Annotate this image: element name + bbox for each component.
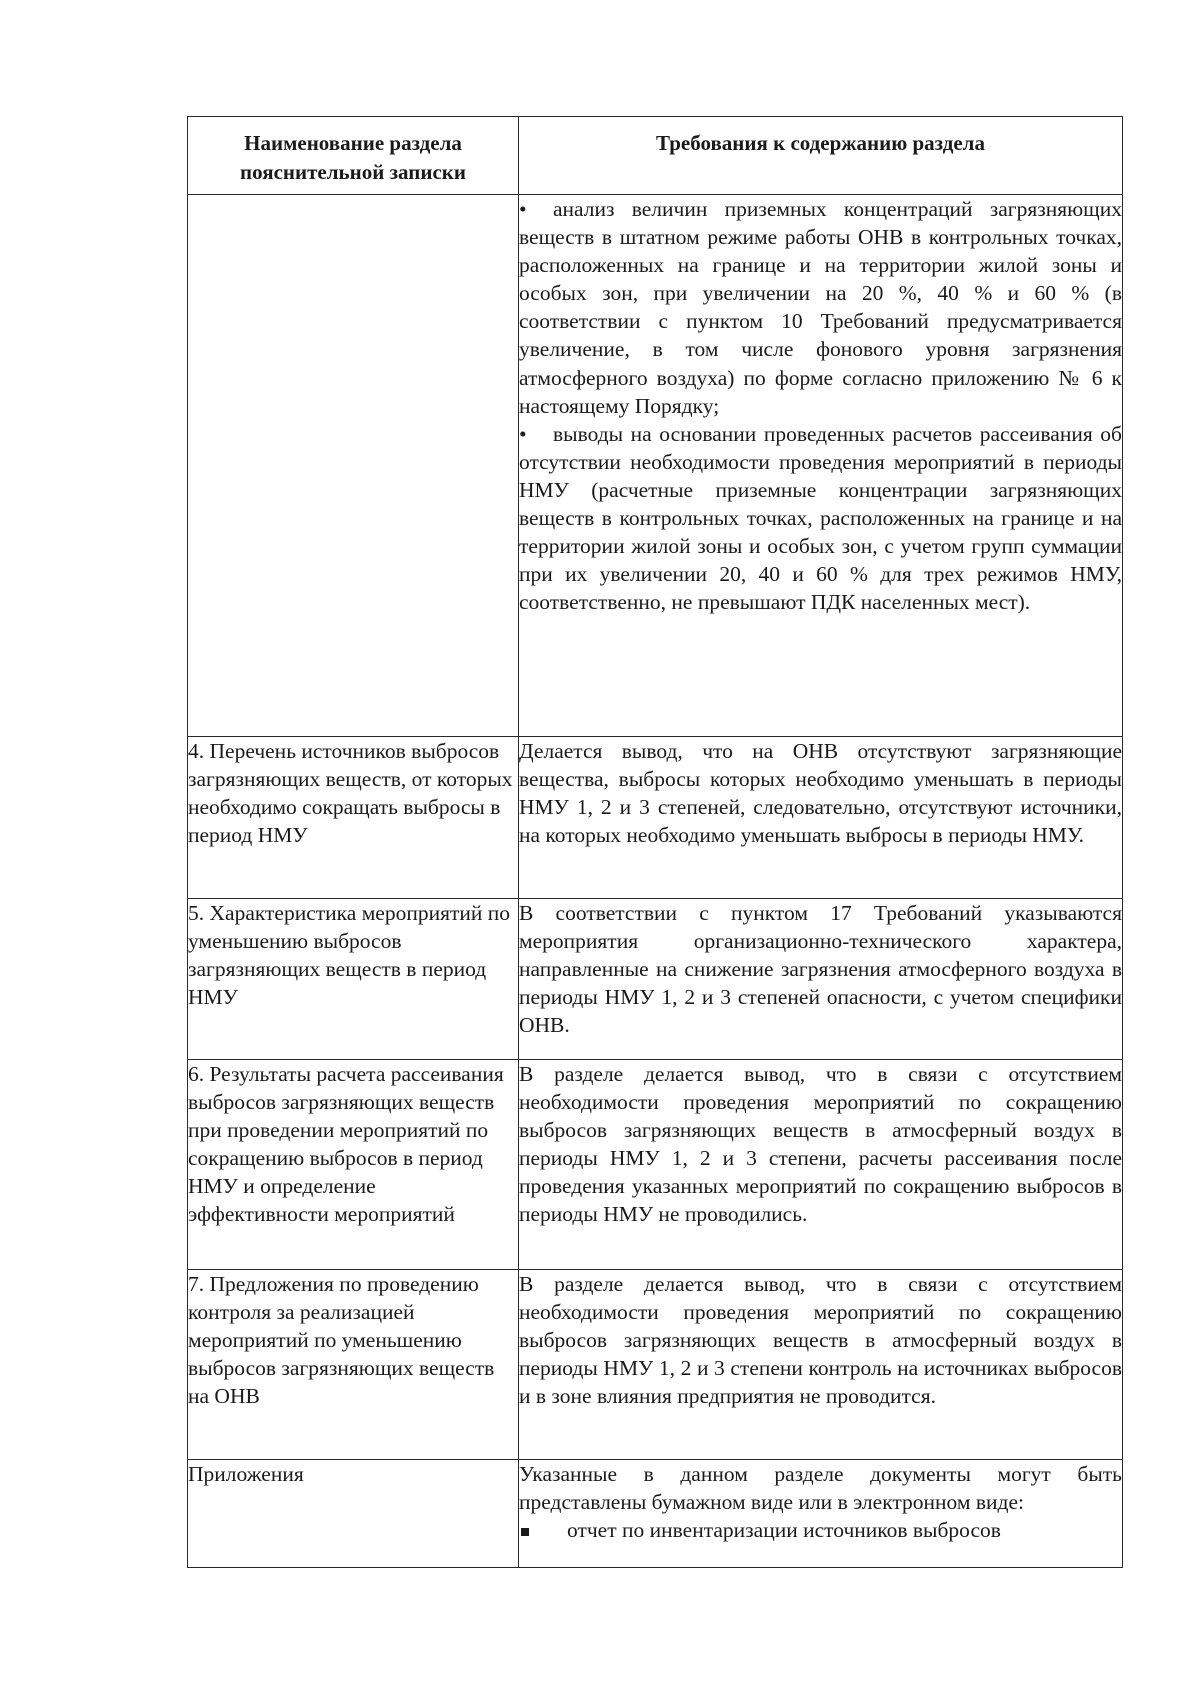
bullet-dot-icon: • xyxy=(519,197,527,221)
table-row xyxy=(188,737,1123,899)
table-row xyxy=(188,899,1123,1060)
list-item xyxy=(519,1516,1122,1544)
square-bullet-icon xyxy=(521,1528,529,1536)
row-requirements: В разделе делается вывод, что в связи с отсутствием необходимости проведения мероприятий по сокращению выбросов загрязняющих веществ в атмосферный воздух в периоды НМУ 1, 2 и 3 степени контроль на источниках выбросов и в зоне влияния предприятия не проводится. xyxy=(519,1270,1123,1460)
list-item xyxy=(519,420,1122,617)
row-requirements: В соответствии с пунктом 17 Требований указываются мероприятия организационно-технического характера, направленные на снижение загрязнения атмосферного воздуха в периоды НМУ 1, 2 и 3 степеней опасности, с учетом специфики ОНВ. xyxy=(519,899,1123,1060)
table-header-row xyxy=(188,117,1123,195)
header-section-name: Наименование раздела пояснительной записки xyxy=(188,117,519,195)
table-row xyxy=(188,1060,1123,1270)
row-section-name: 5. Характеристика мероприятий по уменьшению выбросов загрязняющих веществ в период НМУ xyxy=(188,899,519,1060)
row-section-name: 6. Результаты расчета рассеивания выбросов загрязняющих веществ при проведении мероприятий по сокращению выбросов в период НМУ и определение эффективности мероприятий xyxy=(188,1060,519,1270)
paragraph: Указанные в данном разделе документы могут быть представлены бумажном виде или в электронном виде: xyxy=(519,1462,1122,1515)
row-section-name: 4. Перечень источников выбросов загрязняющих веществ, от которых необходимо сокращать выбросы в период НМУ xyxy=(188,737,519,899)
list-item-text: выводы на основании проведенных расчетов рассеивания об отсутствии необходимости проведения мероприятий в периоды НМУ (расчетные приземные концентрации загрязняющих веществ в контрольных точках, расположенных на границе и на территории жилой зоны и особых зон, с учетом групп суммации при их увеличении 20, 40 и 60 % для трех режимов НМУ, соответственно, не превышают ПДК населенных мест). xyxy=(519,421,1122,615)
row-section-name: 7. Предложения по проведению контроля за реализацией мероприятий по уменьшению выбросов загрязняющих веществ на ОНВ xyxy=(188,1270,519,1460)
list-item-text: анализ величин приземных концентраций загрязняющих веществ в штатном режиме работы ОНВ в контрольных точках, расположенных на границе и на территории жилой зоны и особых зон, при увеличении на 20 %, 40 % и 60 % (в соответствии с пунктом 10 Требований предусматривается увеличение, в том числе фонового уровня загрязнения атмосферного воздуха) по форме согласно приложению № 6 к настоящему Порядку; xyxy=(519,197,1122,418)
row-requirements: Делается вывод, что на ОНВ отсутствуют загрязняющие вещества, выбросы которых необходимо уменьшать в периоды НМУ 1, 2 и 3 степеней, следовательно, отсутствуют источники, на которых необходимо уменьшать выбросы в периоды НМУ. xyxy=(519,737,1123,899)
row-requirements xyxy=(519,1460,1123,1568)
list-item xyxy=(519,195,1122,420)
row-section-name xyxy=(188,195,519,737)
table-row xyxy=(188,195,1123,737)
header-section-requirements: Требования к содержанию раздела xyxy=(519,117,1123,195)
row-requirements xyxy=(519,195,1123,737)
table-row xyxy=(188,1270,1123,1460)
requirements-table xyxy=(187,116,1123,1568)
table-row xyxy=(188,1460,1123,1568)
bullet-dot-icon: • xyxy=(519,421,527,446)
list-item-text: отчет по инвентаризации источников выбросов xyxy=(567,1518,1001,1543)
row-section-name: Приложения xyxy=(188,1460,519,1568)
row-requirements: В разделе делается вывод, что в связи с отсутствием необходимости проведения мероприятий по сокращению выбросов загрязняющих веществ в атмосферный воздух в периоды НМУ 1, 2 и 3 степени, расчеты рассеивания после проведения указанных мероприятий по сокращению выбросов в периоды НМУ не проводились. xyxy=(519,1060,1123,1270)
